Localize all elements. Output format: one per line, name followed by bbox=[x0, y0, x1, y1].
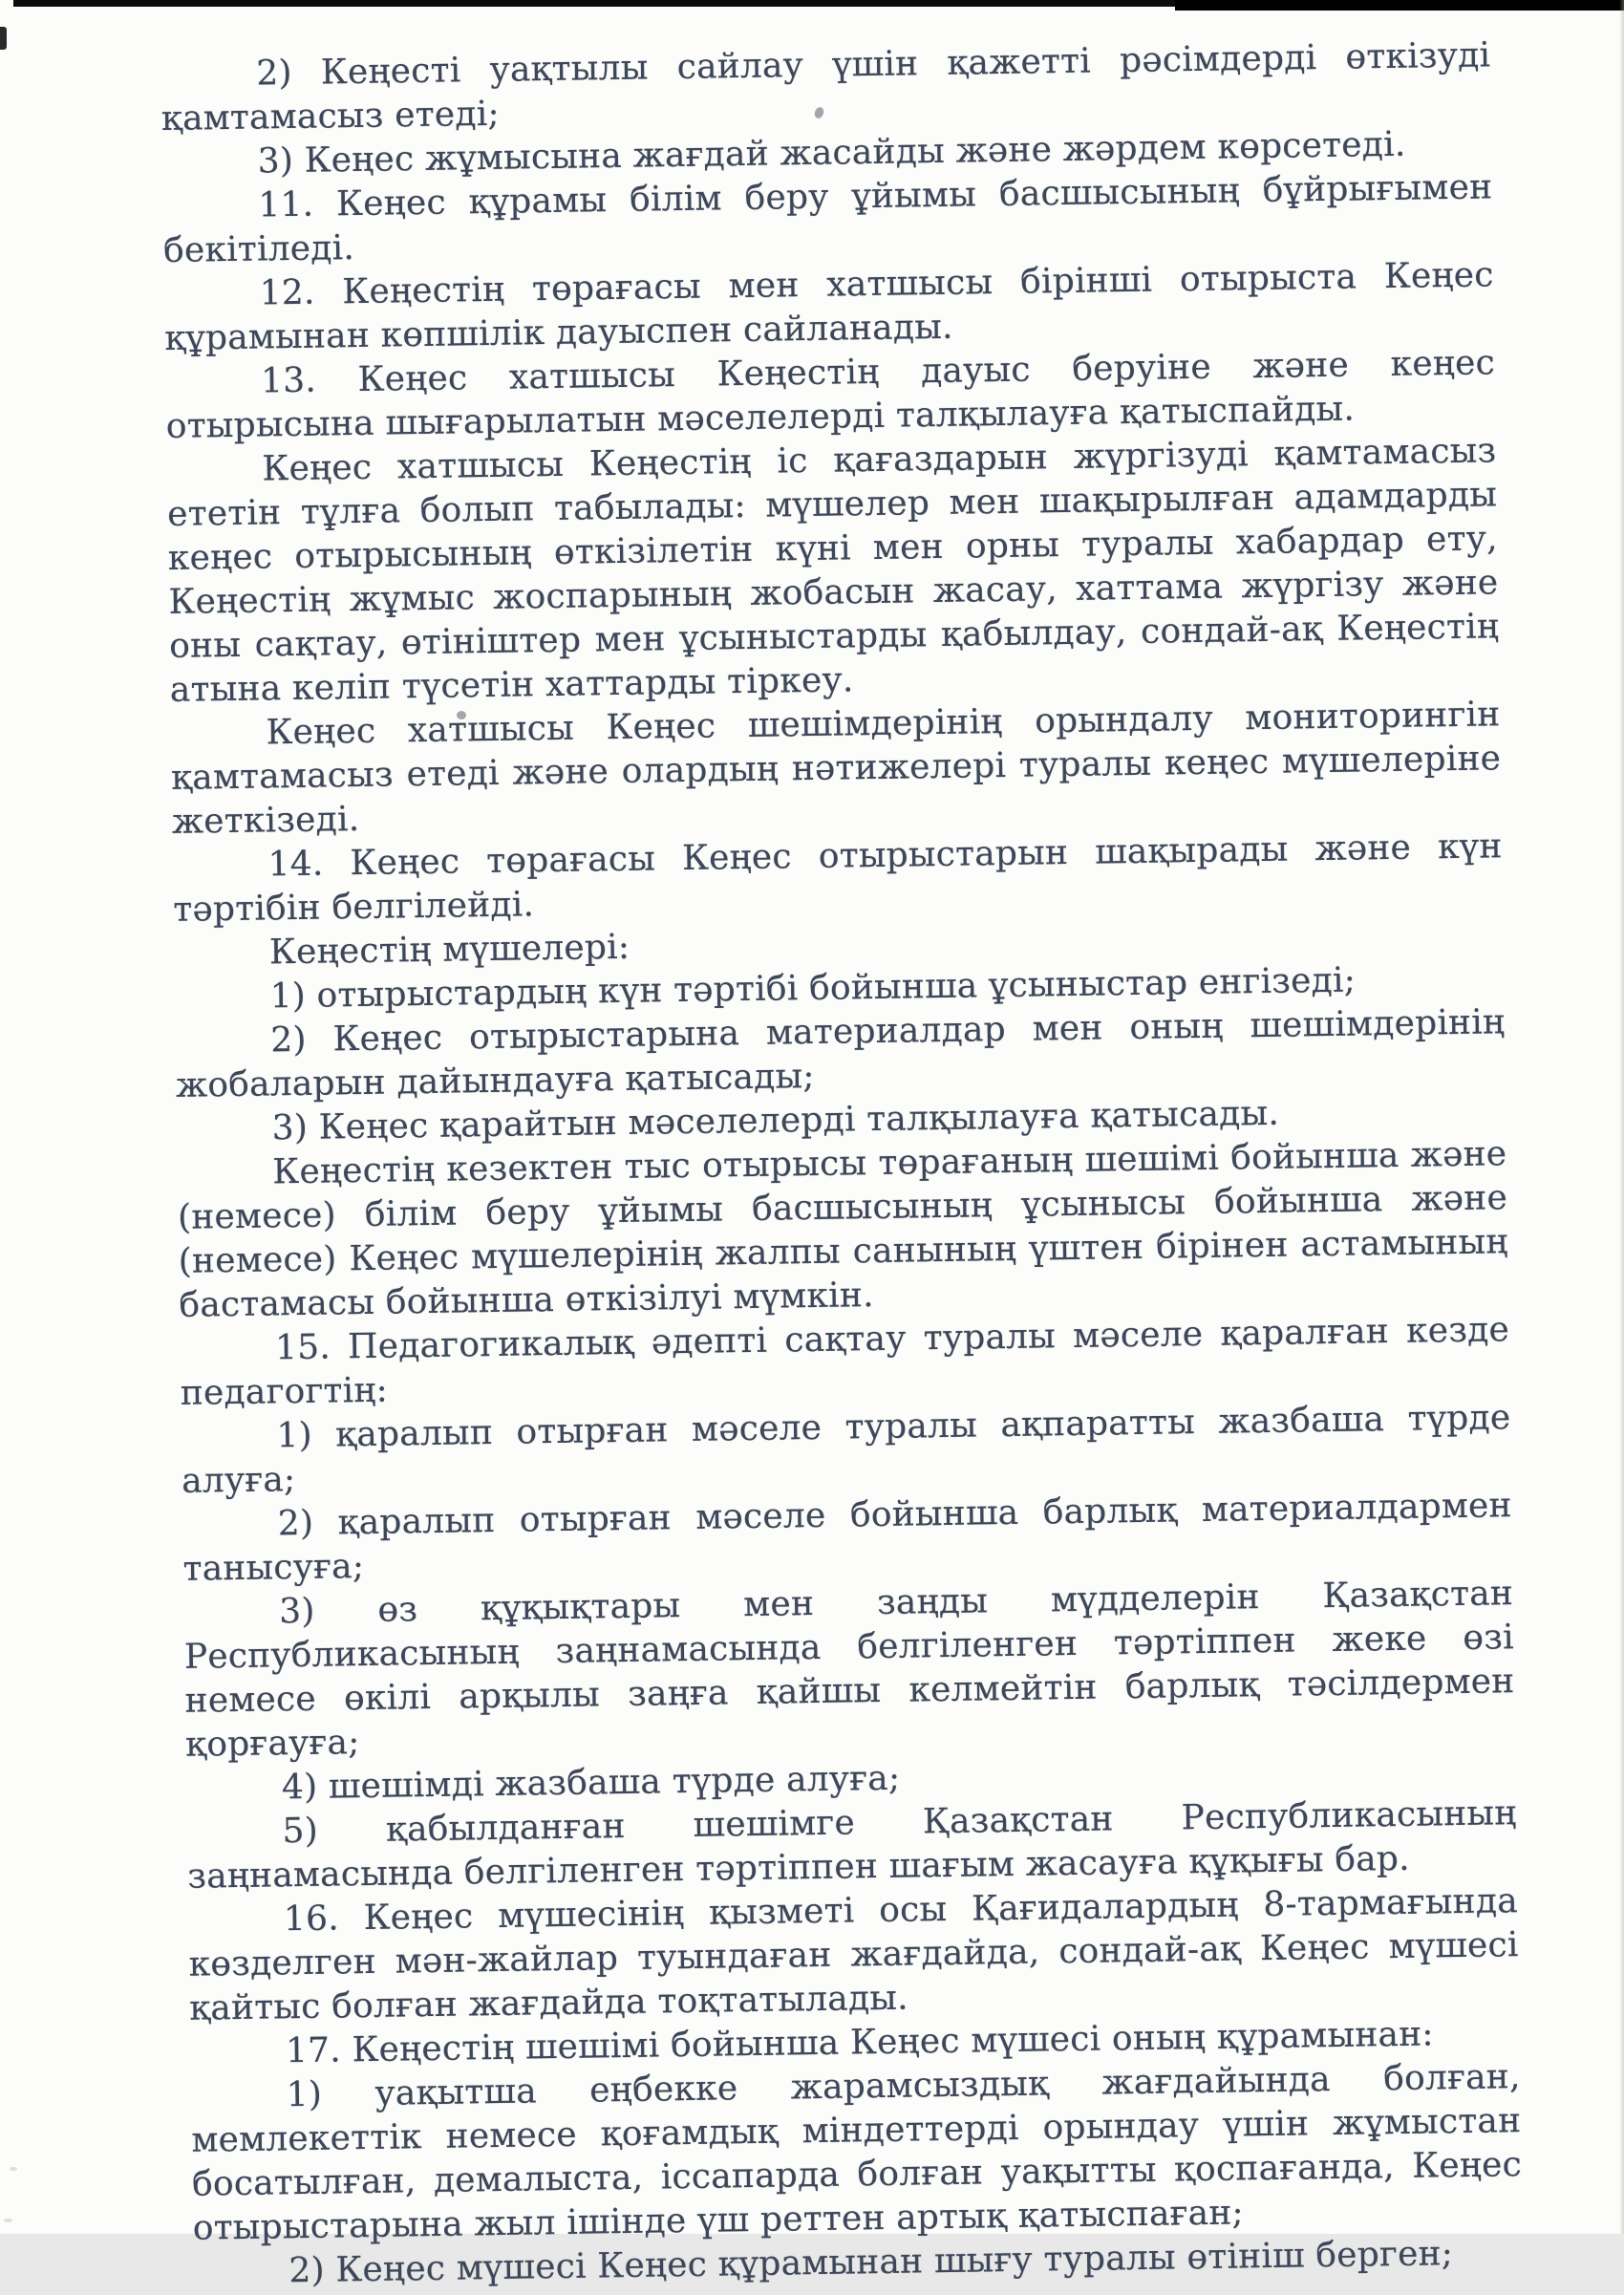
paragraph: 1) уақытша еңбекке жарамсыздық жағдайында болған, мемлекеттік немесе қоғамдық міндеттерді орындау үшін жұмыстан босатылған, демалыста, іссапарда болған уақытты қоспағанда, Кеңес отырыстарына жыл ішінде үш реттен артық қатыспаған; bbox=[191, 2057, 1523, 2248]
paragraph: 2) Кеңес мүшесі Кеңес құрамынан шығу туралы өтініш берген; bbox=[288, 2234, 1454, 2291]
paragraph: 1) қаралып отырған мәселе туралы ақпаратты жазбаша түрде алуға; bbox=[181, 1398, 1511, 1501]
paragraph: 1) отырыстардың күн тәртібі бойынша ұсыныстар енгізеді; bbox=[269, 960, 1357, 1017]
paragraph: 2) Кеңес отырыстарына материалдар мен оның шешімдерінің жобаларын дайындауға қатысады; bbox=[175, 1002, 1506, 1105]
paragraph: Кеңес хатшысы Кеңес шешімдерінің орындалу мониторингін қамтамасыз етеді және олардың нәтижелері туралы кеңес мүшелеріне жеткізеді. bbox=[170, 695, 1502, 842]
paragraph: 16. Кеңес мүшесінің қызметі осы Қағидалардың 8-тармағында көзделген мән-жайлар туындаған жағдайда, сондай-ақ Кеңес мүшесі қайтыс болған жағдайда тоқтатылады. bbox=[188, 1881, 1519, 2028]
paragraph: 2) қаралып отырған мәселе бойынша барлық материалдармен танысуға; bbox=[182, 1486, 1513, 1589]
scan-speck bbox=[10, 2167, 17, 2171]
scan-speck bbox=[4, 2219, 12, 2222]
paragraph: Кеңестің мүшелері: bbox=[268, 927, 630, 973]
paragraph: 3) Кеңес жұмысына жағдай жасайды және жәрдем көрсетеді. bbox=[257, 124, 1406, 182]
paragraph: 15. Педагогикалық әдепті сақтау туралы мәселе қаралған кезде педагогтің: bbox=[180, 1310, 1510, 1413]
scan-right-edge-shadow bbox=[1619, 0, 1624, 2234]
paragraph: Кеңестің кезектен тыс отырысы төрағаның шешімі бойынша және (немесе) білім беру ұйымы басшысының ұсынысы бойынша және (немесе) Кеңес мүшелерінің жалпы санының үштен бірінен астамының бастамасы бойынша өткізілуі мүмкін. bbox=[177, 1134, 1508, 1325]
paragraph: 3) Кеңес қарайтын мәселелерді талқылауға қатысады. bbox=[271, 1093, 1280, 1148]
paragraph: 14. Кеңес төрағасы Кеңес отырыстарын шақырады және күн тәртібін белгілейді. bbox=[172, 826, 1503, 930]
paragraph: 11. Кеңес құрамы білім беру ұйымы басшысының бұйрығымен бекітіледі. bbox=[162, 167, 1493, 270]
paragraph: 4) шешімді жазбаша түрде алуға; bbox=[281, 1758, 901, 1808]
paragraph: 5) қабылданған шешімге Қазақстан Республикасының заңнамасында белгіленген тәртіппен шағым жасауға құқығы бар. bbox=[187, 1793, 1517, 1897]
scan-left-edge-mark bbox=[0, 27, 7, 50]
paragraph: 2) Кеңесті уақтылы сайлау үшін қажетті рәсімдерді өткізуді қамтамасыз етеді; bbox=[160, 35, 1491, 139]
document-text bbox=[160, 33, 1524, 2294]
paragraph: 17. Кеңестің шешімі бойынша Кеңес мүшесі оның құрамынан: bbox=[285, 2014, 1434, 2071]
paragraph: Кеңес хатшысы Кеңестің іс қағаздарын жүргізуді қамтамасыз ететін тұлға болып табылады: мүшелер мен шақырылған адамдарды кеңес отырысының өткізілетін күні мен орны туралы хабардар ету, Кеңестің жұмыс жоспарының жобасын жасау, хаттама жүргізу және оны сақтау, өтініштер мен ұсыныстарды қабылдау, сондай-ақ Кеңестің атына келіп түсетін хаттарды тіркеу. bbox=[166, 431, 1500, 710]
paragraph: 13. Кеңес хатшысы Кеңестің дауыс беруіне және кеңес отырысына шығарылатын мәселелерді талқылауға қатыспайды. bbox=[165, 343, 1496, 446]
paragraph: 3) өз құқықтары мен заңды мүдделерін Қазақстан Республикасының заңнамасында белгіленген тәртіппен жеке өзі немесе өкілі арқылы заңға қайшы келмейтін барлық тәсілдермен қорғауға; bbox=[183, 1574, 1515, 1765]
paragraph: 12. Кеңестің төрағасы мен хатшысы бірінші отырыста Кеңес құрамынан көпшілік дауыспен сайланады. bbox=[164, 255, 1494, 358]
scan-top-right-edge-artifact bbox=[1175, 0, 1624, 11]
